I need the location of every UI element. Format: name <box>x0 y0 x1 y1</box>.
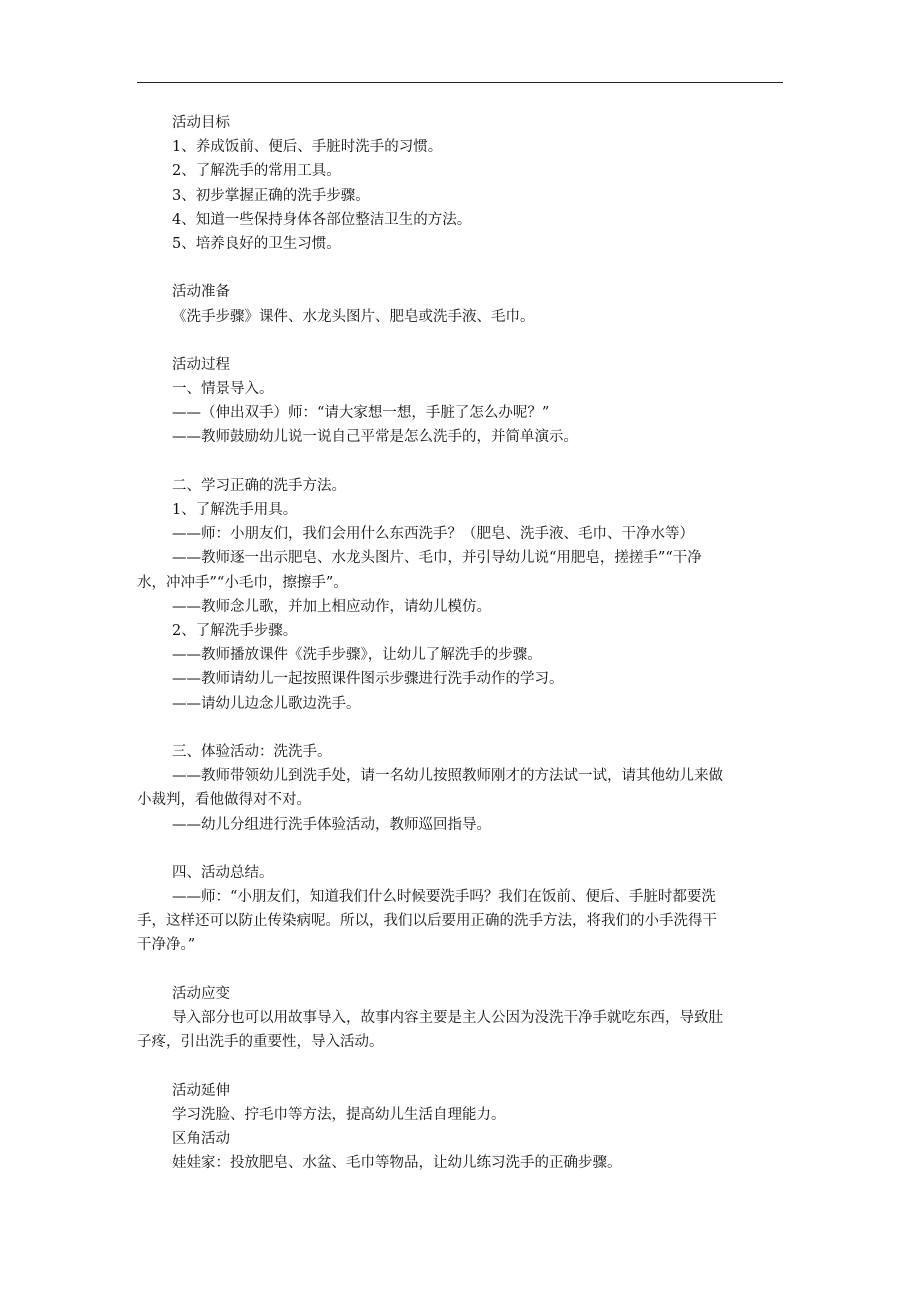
paragraph-line: 子疼，引出洗手的重要性，导入活动。 <box>137 1034 384 1051</box>
goal-item: 4、知道一些保持身体各部位整洁卫生的方法。 <box>172 211 472 228</box>
part2-sub1-line: ——师：小朋友们，我们会用什么东西洗手？（肥皂、洗手液、毛巾、干净水等） <box>172 526 694 543</box>
paragraph-line: 水，冲冲手”“小毛巾，擦擦手”。 <box>137 574 348 591</box>
variation-paragraph <box>137 1006 784 1054</box>
part2-sub2-line: ——教师播放课件《洗手步骤》，让幼儿了解洗手的步骤。 <box>172 647 542 664</box>
part3-paragraph <box>137 764 784 812</box>
process-heading: 活动过程 <box>172 356 230 373</box>
prep-heading: 活动准备 <box>172 284 230 301</box>
part4-title: 四、活动总结。 <box>172 864 274 881</box>
goal-item: 2、了解洗手的常用工具。 <box>172 163 341 180</box>
paragraph-line: 手，这样还可以防止传染病呢。所以，我们以后要用正确的洗手方法，将我们的小手洗得干 <box>137 913 717 930</box>
goal-item: 1、养成饭前、便后、手脏时洗手的习惯。 <box>172 139 443 156</box>
document-body <box>137 111 784 1175</box>
variation-heading: 活动应变 <box>172 985 230 1002</box>
goal-item: 3、初步掌握正确的洗手步骤。 <box>172 187 370 204</box>
part2-sub2-title: 2、了解洗手步骤。 <box>172 622 298 639</box>
goals-heading: 活动目标 <box>172 115 230 131</box>
part2-sub1-paragraph <box>137 546 784 594</box>
part2-sub2-line: ——请幼儿边念儿歌边洗手。 <box>172 695 361 712</box>
header-rule <box>137 82 783 83</box>
paragraph-line: ——师：“小朋友们，知道我们什么时候要洗手吗？我们在饭前、便后、手脏时都要洗 <box>172 889 716 906</box>
corner-heading: 区角活动 <box>172 1131 230 1148</box>
part2-sub1-line: ——教师念儿歌，并加上相应动作，请幼儿模仿。 <box>172 598 491 615</box>
part4-paragraph <box>137 885 784 958</box>
paragraph-line: ——教师逐一出示肥皂、水龙头图片、毛巾，并引导幼儿说“用肥皂，搓搓手”“干净 <box>172 550 702 567</box>
part2-sub1-title: 1、了解洗手用具。 <box>172 502 298 518</box>
paragraph-line: 小裁判，看他做得对不对。 <box>137 792 311 809</box>
part1-title: 一、情景导入。 <box>172 381 274 398</box>
goal-item: 5、培养良好的卫生习惯。 <box>172 235 341 252</box>
paragraph-line: 导入部分也可以用故事导入，故事内容主要是主人公因为没洗干净手就吃东西，导致肚 <box>172 1010 723 1027</box>
corner-text: 娃娃家：投放肥皂、水盆、毛巾等物品，让幼儿练习洗手的正确步骤。 <box>172 1155 622 1172</box>
part1-line: ——教师鼓励幼儿说一说自己平常是怎么洗手的，并简单演示。 <box>172 429 578 446</box>
prep-text: 《洗手步骤》课件、水龙头图片、肥皂或洗手液、毛巾。 <box>172 308 535 325</box>
part2-sub2-line: ——教师请幼儿一起按照课件图示步骤进行洗手动作的学习。 <box>172 671 564 688</box>
paragraph-line: ——教师带领幼儿到洗手处，请一名幼儿按照教师刚才的方法试一试，请其他幼儿来做 <box>172 768 723 785</box>
part1-line: ——（伸出双手）师：“请大家想一想，手脏了怎么办呢？” <box>172 405 550 422</box>
part3-line: ——幼儿分组进行洗手体验活动，教师巡回指导。 <box>172 816 491 833</box>
extension-text: 学习洗脸、拧毛巾等方法，提高幼儿生活自理能力。 <box>172 1106 506 1123</box>
part2-title: 二、学习正确的洗手方法。 <box>172 477 346 494</box>
paragraph-line: 干净净。” <box>137 937 196 954</box>
extension-heading: 活动延伸 <box>172 1082 230 1099</box>
part3-title: 三、体验活动：洗洗手。 <box>172 743 332 760</box>
